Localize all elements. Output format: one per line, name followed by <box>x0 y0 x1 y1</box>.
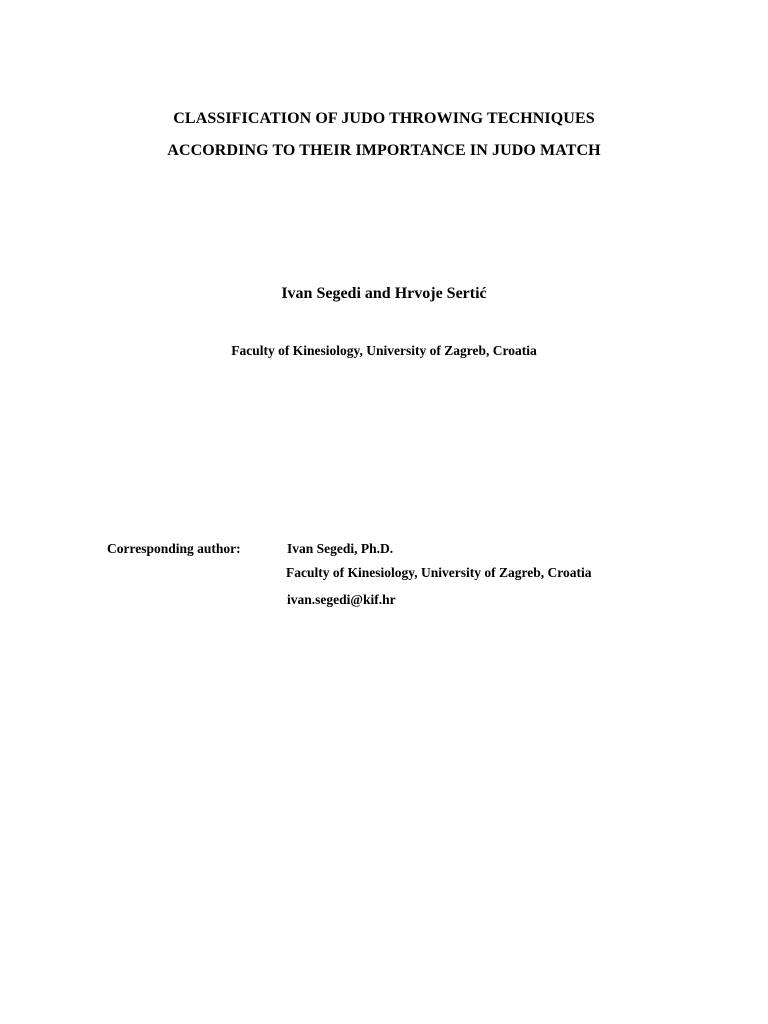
paper-title-line-2: ACCORDING TO THEIR IMPORTANCE IN JUDO MATCH <box>167 142 601 159</box>
paper-title-line-1: CLASSIFICATION OF JUDO THROWING TECHNIQUES <box>173 110 595 127</box>
corresponding-author-affiliation: Faculty of Kinesiology, University of Zagreb, Croatia <box>286 565 592 580</box>
corresponding-author-email: ivan.segedi@kif.hr <box>287 592 396 607</box>
corresponding-author-name: Ivan Segedi, Ph.D. <box>287 541 394 556</box>
corresponding-author-label: Corresponding author: <box>107 541 241 556</box>
paper-authors: Ivan Segedi and Hrvoje Sertić <box>281 285 487 302</box>
paper-affiliation: Faculty of Kinesiology, University of Zagreb, Croatia <box>231 343 537 358</box>
